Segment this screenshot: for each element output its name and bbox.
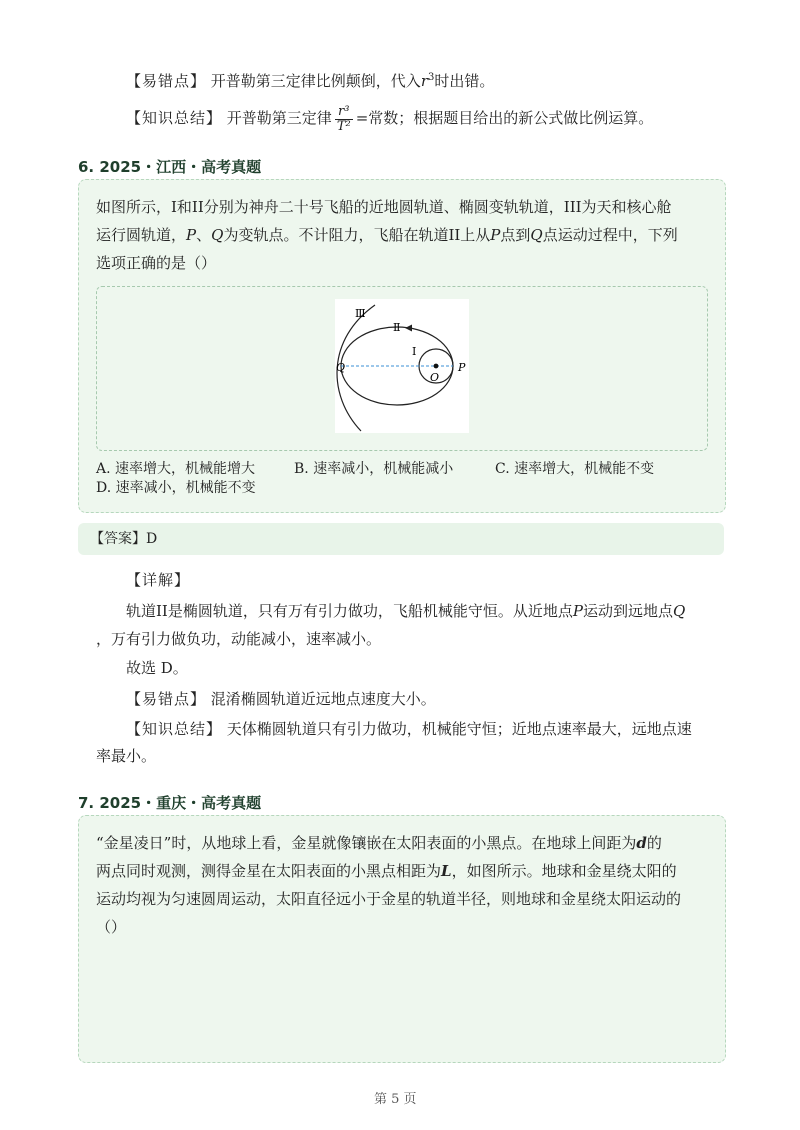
detail-line2: ，万有引力做负功，动能减小，速率减小。 <box>96 630 382 648</box>
q7-line3: 运动均视为匀速圆周运动，太阳直径远小于金星的轨道半径，则地球和金星绕太阳运动的 <box>96 890 682 908</box>
q6-summary-line1 <box>126 718 692 740</box>
math-P: P <box>572 602 583 620</box>
q6-summary-line2: 率最小。 <box>96 747 157 765</box>
page-number: 第 5 页 <box>374 1092 417 1107</box>
summary-text: 开普勒第三定律 <box>226 109 332 127</box>
q6-title: 6. 2025・江西・高考真题 <box>78 158 262 176</box>
math-Q: Q <box>672 602 686 620</box>
stem-text: 为变轨点。不计阻力，飞船在轨道II上从 <box>223 226 491 244</box>
answer-bar <box>78 523 724 555</box>
q6-stem-line2 <box>96 224 678 246</box>
stem-text: 点到 <box>500 226 531 244</box>
summary-text: 天体椭圆轨道只有引力做功，机械能守恒；近地点速率最大，远地点速 <box>226 720 692 738</box>
math-r: r <box>420 72 428 90</box>
q7-text: “金星凌日”时，从地球上看，金星就像镶嵌在太阳表面的小黑点。在地球上间距为 <box>96 834 637 852</box>
detail-line1 <box>126 600 685 622</box>
q7-text: 两点同时观测，测得金星在太阳表面的小黑点相距为 <box>96 862 442 880</box>
fraction-denominator: T² <box>336 118 351 134</box>
label-III: Ⅲ <box>355 307 366 320</box>
q7-text: 的 <box>646 834 662 852</box>
summary-tag: 【知识总结】 <box>126 720 223 738</box>
q7-line2 <box>96 860 677 882</box>
direction-arrow <box>405 325 412 332</box>
mistake-text: 混淆椭圆轨道近远地点速度大小。 <box>210 690 436 708</box>
label-Q: Q <box>336 361 346 374</box>
math-Q: Q <box>211 226 224 244</box>
math-P: P <box>490 226 501 244</box>
math-Q: Q <box>530 226 543 244</box>
math-exp: 3 <box>427 72 435 83</box>
mistake-text-end: 时出错。 <box>434 72 495 90</box>
label-I: I <box>412 345 417 358</box>
label-II: Ⅱ <box>393 321 401 334</box>
mistake-tag: 【易错点】 <box>126 690 207 708</box>
q7-title: 7. 2025・重庆・高考真题 <box>78 794 262 812</box>
q5-mistake-line <box>126 70 494 92</box>
q6-stem-line3: 选项正确的是（） <box>96 254 217 272</box>
q7-line4: （） <box>96 918 127 936</box>
option-D[interactable]: D. 速率减小，机械能不变 <box>96 480 256 496</box>
label-P: P <box>458 361 466 374</box>
q7-line1 <box>96 832 662 854</box>
detail-text: 轨道II是椭圆轨道，只有万有引力做功，飞船机械能守恒。从近地点 <box>126 602 573 620</box>
summary-tag: 【知识总结】 <box>126 109 223 127</box>
detail-text: 运动到远地点 <box>582 602 673 620</box>
math-P: P <box>186 226 197 244</box>
fraction-numerator: r³ <box>335 105 353 120</box>
detail-tag: 【详解】 <box>126 571 191 589</box>
q6-stem-line1: 如图所示，I和II分别为神舟二十号飞船的近地圆轨道、椭圆变轨轨道，III为天和核心舱 <box>96 198 672 216</box>
option-A[interactable]: A. 速率增大，机械能增大 <box>96 461 256 477</box>
stem-text: 运行圆轨道， <box>96 226 187 244</box>
orbit-diagram <box>335 299 469 433</box>
mistake-text: 开普勒第三定律比例颠倒，代入 <box>210 72 421 90</box>
option-B[interactable]: B. 速率减小，机械能减小 <box>294 461 454 477</box>
kepler-fraction <box>335 105 353 134</box>
earth-center-dot <box>434 364 439 369</box>
answer-text: 【答案】D <box>90 531 158 547</box>
q7-text: ，如图所示。地球和金星绕太阳的 <box>451 862 677 880</box>
math-d: d <box>636 834 647 852</box>
stem-sep: 、 <box>196 226 212 244</box>
q6-mistake-line <box>126 688 436 710</box>
math-L: L <box>441 862 452 880</box>
label-O: O <box>430 371 440 384</box>
option-C[interactable]: C. 速率增大，机械能不变 <box>495 461 655 477</box>
mistake-tag: 【易错点】 <box>126 72 207 90</box>
q5-summary-line <box>126 102 653 134</box>
orbit-figure <box>335 299 469 433</box>
summary-text-end: =常数；根据题目给出的新公式做比例运算。 <box>355 109 654 127</box>
detail-line3: 故选 D。 <box>126 659 188 677</box>
stem-text: 点运动过程中，下列 <box>542 226 678 244</box>
